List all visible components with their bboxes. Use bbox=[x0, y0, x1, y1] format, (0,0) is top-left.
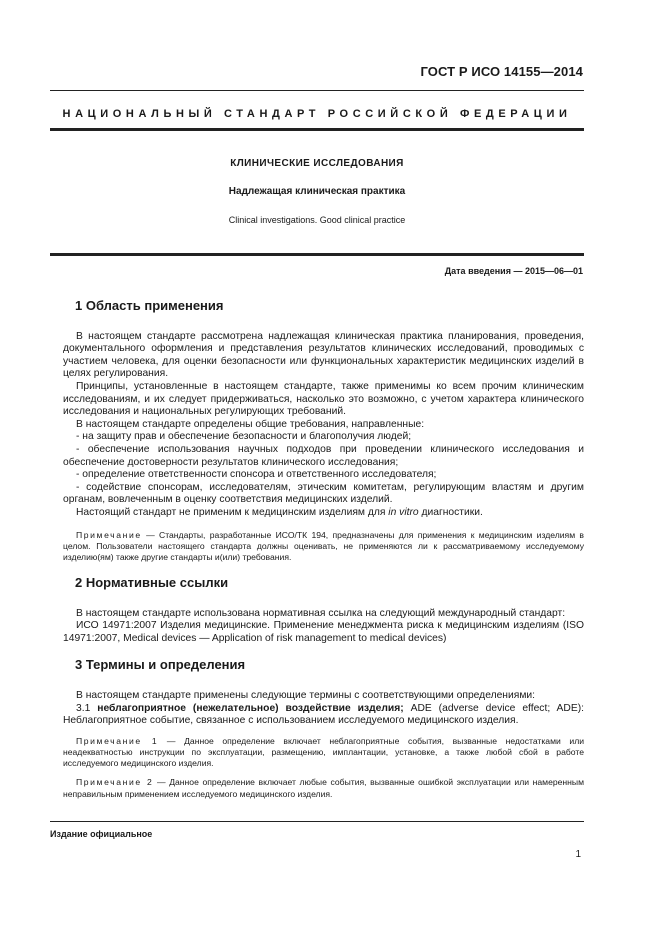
list-item: - обеспечение использования научных подходов при проведении клинического исследования и обеспечение достоверности результатов клинического исследования; bbox=[63, 443, 584, 468]
section-3-note-2 bbox=[63, 777, 584, 799]
title-rule bbox=[50, 253, 584, 256]
list-item: - на защиту прав и обеспечение безопасности и благополучия людей; bbox=[76, 431, 412, 443]
list-item: - содействие спонсорам, исследователям, этическим комитетам, регулирующим властям и другим органам, вовлеченным в оценку соответствия медицинских изделий. bbox=[63, 481, 584, 506]
page-number: 1 bbox=[575, 849, 581, 860]
edition-label: Издание официальное bbox=[50, 829, 153, 839]
note-label: Примечание bbox=[76, 529, 142, 540]
section-1-note bbox=[63, 530, 584, 564]
note-label: Примечание 1 bbox=[76, 735, 159, 746]
note-label: Примечание 2 bbox=[76, 777, 154, 788]
footer-rule bbox=[50, 821, 584, 822]
section-1-paragraph-1: В настоящем стандарте рассмотрена надлежащая клиническая практика планирования, проведения, документального оформления и представления результатов клинических исследований, проводимых с участием человека, для оценки безопасности или функциональных характеристик медицинских изделий в целях регулирования. bbox=[63, 330, 584, 380]
section-1-paragraph-4 bbox=[63, 507, 584, 520]
term-name: неблагоприятное (нежелательное) воздействие изделия; bbox=[97, 702, 404, 714]
note-text: — Данное определение включает любые события, вызванные ошибкой эксплуатации или намеренным неправильным применением исследуемого медицинского изделия. bbox=[63, 777, 584, 799]
note-text: — Данное определение включает неблагоприятные события, вызванные недостатками или неадекватностью инструкции по эксплуатации, размещению, имплантации, установке, а также любой сбой в работе исследуемого медицинского изделия. bbox=[63, 735, 585, 769]
standard-title: КЛИНИЧЕСКИЕ ИССЛЕДОВАНИЯ bbox=[230, 158, 404, 169]
standard-subtitle: Надлежащая клиническая практика bbox=[228, 186, 406, 197]
section-3-paragraph-1: В настоящем стандарте применены следующие термины с соответствующими определениями: bbox=[76, 690, 536, 702]
banner-rule bbox=[50, 128, 584, 131]
introduction-date: Дата введения — 2015—06—01 bbox=[444, 266, 583, 276]
section-1-paragraph-2: Принципы, установленные в настоящем стандарте, также применимы ко всем прочим клиническим исследованиям, и их следует придерживаться, насколько это возможно, с учетом характера клинического исследования и национальных регулирующих требований. bbox=[63, 380, 584, 418]
section-2-heading: 2 Нормативные ссылки bbox=[75, 575, 229, 591]
term-number: 3.1 bbox=[76, 702, 98, 714]
section-2-paragraph-1: В настоящем стандарте использована нормативная ссылка на следующий международный стандарт: bbox=[76, 607, 566, 619]
document-body bbox=[63, 300, 584, 800]
note-text: — Стандарты, разработанные ИСО/ТК 194, предназначены для применения к медицинским изделиям в целом. Пользователи настоящего стандарта должны оценивать, не применяются ли к рассматриваемому исследуемому изделию(ям) также другие стандарты и(или) требования. bbox=[63, 529, 584, 562]
english-title: Clinical investigations. Good clinical practice bbox=[228, 215, 406, 225]
header-rule bbox=[50, 90, 584, 91]
term-text: ADE (adverse device effect; ADE): Неблагоприятное событие, связанное с использованием исследуемого медицинского изделия. bbox=[63, 702, 584, 727]
in-vitro-term: in vitro bbox=[388, 506, 419, 518]
section-1-heading: 1 Область применения bbox=[75, 298, 224, 313]
document-number: ГОСТ Р ИСО 14155—2014 bbox=[420, 64, 583, 79]
section-2-reference: ИСО 14971:2007 Изделия медицинские. Применение менеджмента риска к медицинским изделиям (ISO 14971:2007, Medical devices — Application of risk management to medical devices) bbox=[63, 620, 584, 644]
scope-text: Настоящий стандарт не применим к медицинским изделиям для bbox=[76, 506, 389, 518]
national-standard-banner: НАЦИОНАЛЬНЫЙ СТАНДАРТ РОССИЙСКОЙ ФЕДЕРАЦИИ bbox=[62, 108, 572, 120]
section-3-note-1 bbox=[63, 736, 584, 770]
section-1-paragraph-3: В настоящем стандарте определены общие требования, направленные: bbox=[76, 418, 425, 430]
section-3-heading: 3 Термины и определения bbox=[75, 657, 246, 673]
list-item: - определение ответственности спонсора и ответственного исследователя; bbox=[76, 469, 437, 481]
term-definition bbox=[63, 703, 584, 728]
scope-text-end: диагностики. bbox=[418, 506, 483, 518]
